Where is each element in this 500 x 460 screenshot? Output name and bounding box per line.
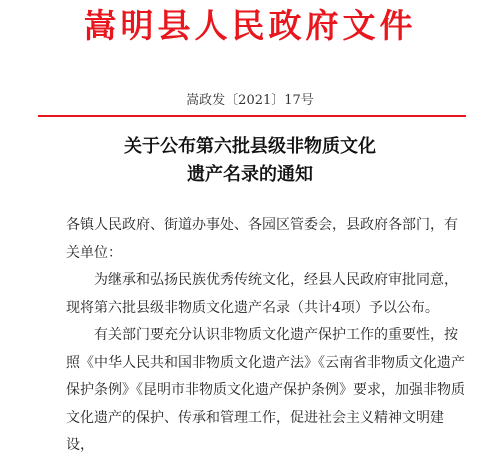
header-divider [38,115,466,117]
body-paragraph-1: 为继承和弘扬民族优秀传统文化，经县人民政府审批同意，现将第六批县级非物质文化遗产名录（共计4项）予以公布。 [66,272,458,316]
salutation: 各镇人民政府、街道办事处、各园区管委会，县政府各部门，有关单位： [66,217,458,261]
document-title [0,133,500,189]
document-body [66,212,466,460]
agency-header: 嵩明县人民政府文件 [83,6,417,45]
document-number: 嵩政发〔2021〕17号 [186,93,314,108]
title-line-1: 关于公布第六批县级非物质文化 [124,136,376,157]
body-paragraph-2: 有关部门要充分认识非物质文化遗产保护工作的重要性，按照《中华人民共和国非物质文化遗产法》《云南省非物质文化遗产保护条例》《昆明市非物质文化遗产保护条例》要求，加强非物质文化遗产的保护、传承和管理工作，促进社会主义精神文明建设， [66,327,465,453]
title-line-2: 遗产名录的通知 [187,164,313,185]
